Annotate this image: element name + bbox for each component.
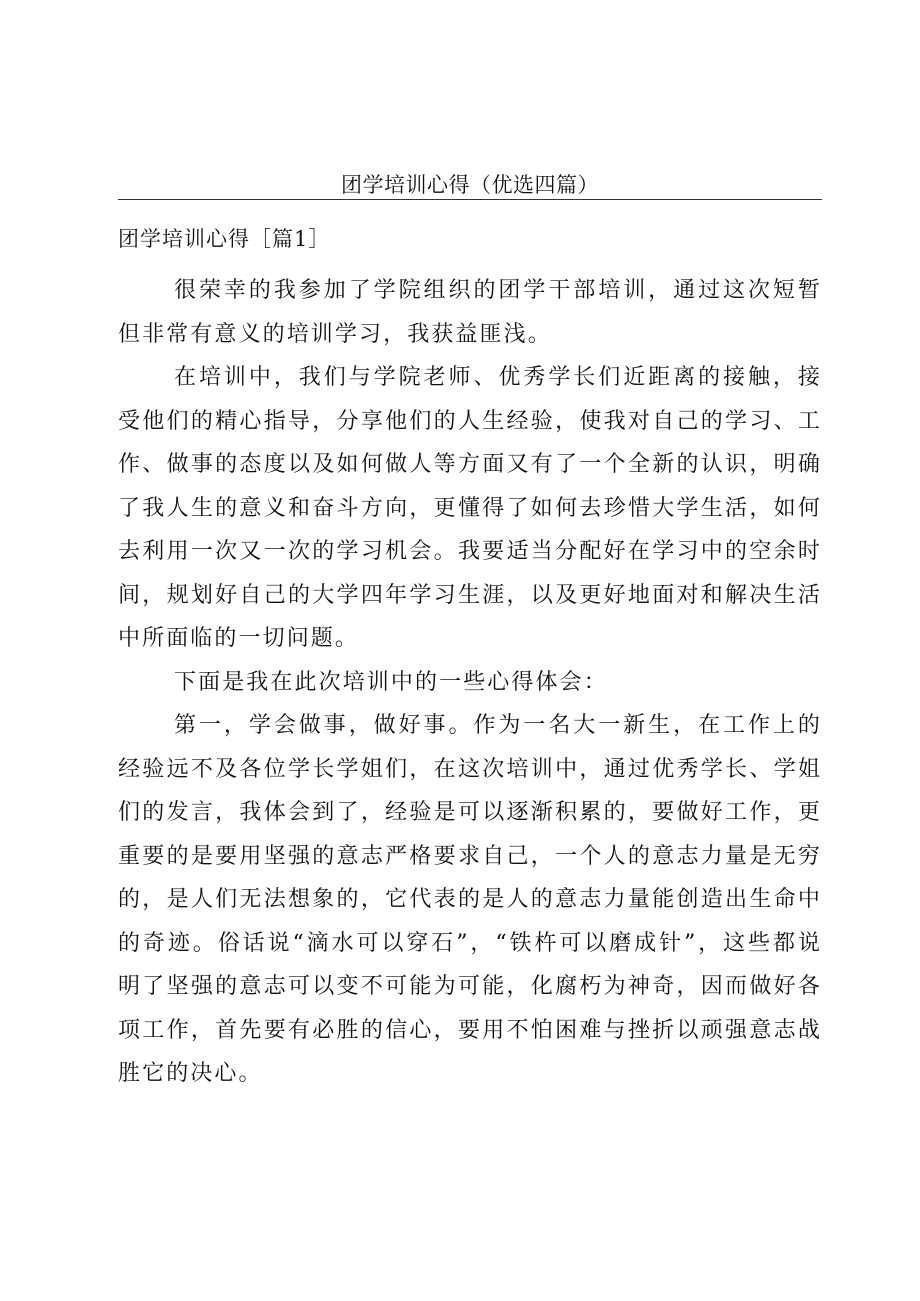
title-underline xyxy=(118,199,822,200)
document-title: 团学培训心得（优选四篇） xyxy=(341,173,599,197)
body-text xyxy=(118,269,822,1096)
paragraph-training: 在培训中，我们与学院老师、优秀学长们近距离的接触，接受他们的精心指导，分享他们的人生经验，使我对自己的学习、工作、做事的态度以及如何做人等方面又有了一个全新的认识，明确了我人生的意义和奋斗方向，更懂得了如何去珍惜大学生活，如何去利用一次又一次的学习机会。我要适当分配好在学习中的空余时间，规划好自己的大学四年学习生涯，以及更好地面对和解决生活中所面临的一切问题。 xyxy=(118,365,822,651)
paragraph-intro: 很荣幸的我参加了学院组织的团学干部培训，通过这次短暂但非常有意义的培训学习，我获益匪浅。 xyxy=(118,278,822,347)
paragraph-first-point: 第一，学会做事，做好事。作为一名大一新生，在工作上的经验远不及各位学长学姐们，在这次培训中，通过优秀学长、学姐们的发言，我体会到了，经验是可以逐渐积累的，要做好工作，更重要的是要用坚强的意志严格要求自己，一个人的意志力量是无穷的，是人们无法想象的，它代表的是人的意志力量能创造出生命中的奇迹。俗话说“滴水可以穿石”，“铁杵可以磨成针”，这些都说明了坚强的意志可以变不可能为可能，化腐朽为神奇，因而做好各项工作，首先要有必胜的信心，要用不怕困难与挫折以顽强意志战胜它的决心。 xyxy=(118,713,822,1086)
paragraph-reflections-lead: 下面是我在此次培训中的一些心得体会： xyxy=(174,669,608,695)
section-heading: 团学培训心得［篇1］ xyxy=(118,227,331,251)
